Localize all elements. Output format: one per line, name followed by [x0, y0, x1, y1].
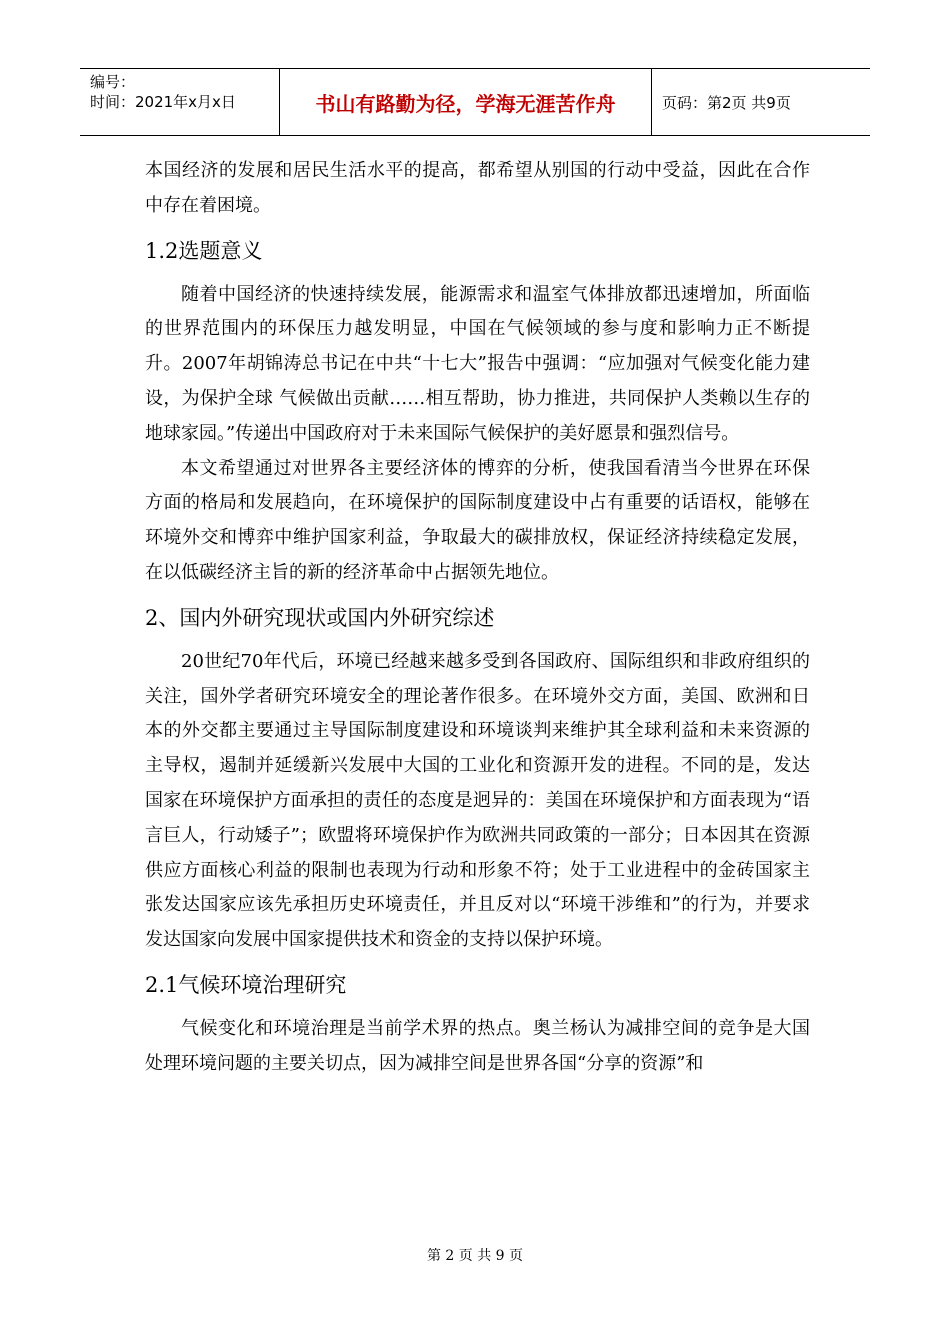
paragraph-climate-governance: 气候变化和环境治理是当前学术界的热点。奥兰杨认为减排空间的竞争是大国处理环境问题的主要关切点，因为减排空间是世界各国“分享的资源”和	[145, 1017, 810, 1074]
paragraph-continuation: 本国经济的发展和居民生活水平的提高，都希望从别国的行动中受益，因此在合作中存在着困境。	[145, 160, 810, 216]
document-body	[145, 154, 810, 1082]
paragraph-significance-1: 随着中国经济的快速持续发展，能源需求和温室气体排放都迅速增加，所面临的世界范围内的环保压力越发明显，中国在气候领域的参与度和影响力正不断提升。2007年胡锦涛总书记在中共“十七大”报告中强调：“应加强对气候变化能力建设，为保护全球 气候做出贡献……相互帮助，协力推进，共同保护人类赖以生存的地球家园。”传递出中国政府对于未来国际气候保护的美好愿景和强烈信号。	[145, 283, 810, 444]
number-label: 编号：	[90, 73, 136, 91]
heading-2-1: 2.1气候环境治理研究	[145, 972, 347, 997]
heading-2: 2、国内外研究现状或国内外研究综述	[145, 605, 495, 630]
header-slogan: 书山有路勤为径，学海无涯苦作舟	[280, 69, 652, 135]
header-meta	[80, 69, 280, 135]
time-label: 时间：2021年x月x日	[90, 93, 236, 111]
paragraph-significance-2: 本文希望通过对世界各主要经济体的博弈的分析，使我国看清当今世界在环保方面的格局和发展趋向，在环境保护的国际制度建设中占有重要的话语权，能够在环境外交和博弈中维护国家利益，争取最大的碳排放权，保证经济持续稳定发展，在以低碳经济主旨的新的经济革命中占据领先地位。	[145, 457, 810, 583]
page-header	[80, 68, 870, 136]
header-page-label: 页码：第2页 共9页	[662, 93, 791, 112]
heading-1-2: 1.2选题意义	[145, 238, 263, 263]
page-footer: 第 2 页 共 9 页	[426, 1248, 524, 1264]
paragraph-research-status: 20世纪70年代后，环境已经越来越多受到各国政府、国际组织和非政府组织的关注，国外学者研究环境安全的理论著作很多。在环境外交方面，美国、欧洲和日本的外交都主要通过主导国际制度建设和环境谈判来维护其全球利益和未来资源的主导权，遏制并延缓新兴发展中大国的工业化和资源开发的进程。不同的是，发达国家在环境保护方面承担的责任的态度是迥异的：美国在环境保护和方面表现为“语言巨人，行动矮子”；欧盟将环境保护作为欧洲共同政策的一部分；日本因其在资源供应方面核心利益的限制也表现为行动和形象不符；处于工业进程中的金砖国家主张发达国家应该先承担历史环境责任，并且反对以“环境干涉维和”的行为，并要求发达国家向发展中国家提供技术和资金的支持以保护环境。	[145, 650, 810, 951]
